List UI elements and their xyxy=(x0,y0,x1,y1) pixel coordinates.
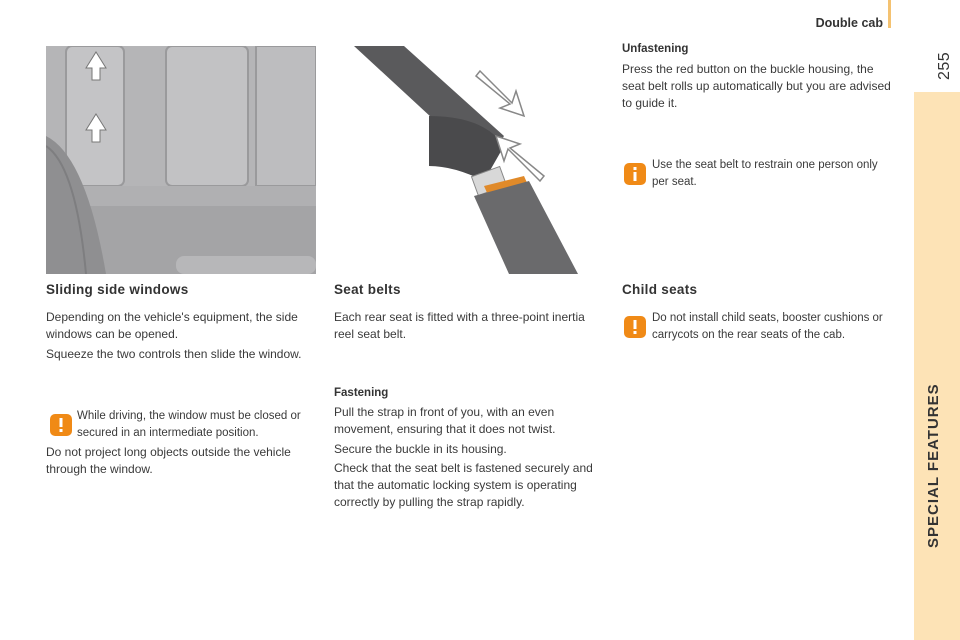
sliding-windows-paragraph-2: Squeeze the two controls then slide the window. xyxy=(46,347,302,361)
sliding-windows-heading: Sliding side windows xyxy=(46,282,189,297)
unfastening-info-note: Use the seat belt to restrain one person only per seat. xyxy=(652,159,878,188)
warning-icon xyxy=(50,414,72,436)
page-number: 255 xyxy=(936,51,953,80)
section-tab xyxy=(914,92,960,640)
info-icon xyxy=(624,163,646,185)
sliding-window-illustration xyxy=(46,46,316,274)
seat-belts-paragraph-1: Each rear seat is fitted with a three-point inertia reel seat belt. xyxy=(334,310,585,341)
seat-belts-heading: Seat belts xyxy=(334,282,401,297)
seat-belt-illustration xyxy=(334,46,578,274)
sliding-windows-warning: While driving, the window must be closed or secured in an intermediate position. xyxy=(77,410,301,439)
sliding-windows-paragraph-3: Do not project long objects outside the vehicle through the window. xyxy=(46,445,291,476)
fastening-step-2: Secure the buckle in its housing. xyxy=(334,442,507,456)
fastening-heading: Fastening xyxy=(334,387,389,399)
fastening-step-1: Pull the strap in front of you, with an even movement, ensuring that it does not twist. xyxy=(334,405,556,436)
warning-icon xyxy=(624,316,646,338)
unfastening-paragraph: Press the red button on the buckle housing, the seat belt rolls up automatically but you are advised to guide it. xyxy=(622,62,891,110)
child-seats-heading: Child seats xyxy=(622,282,698,297)
sliding-windows-paragraph-1: Depending on the vehicle's equipment, the side windows can be opened. xyxy=(46,310,298,341)
unfastening-heading: Unfastening xyxy=(622,43,689,55)
fastening-step-3: Check that the seat belt is fastened securely and that the automatic locking system is operating correctly by pulling the strap rapidly. xyxy=(334,461,593,509)
section-tab-label: SPECIAL FEATURES xyxy=(925,383,942,548)
header-accent-line xyxy=(888,0,891,28)
child-seats-warning: Do not install child seats, booster cushions or carrycots on the rear seats of the cab. xyxy=(652,312,883,341)
chapter-title: Double cab xyxy=(815,16,883,30)
